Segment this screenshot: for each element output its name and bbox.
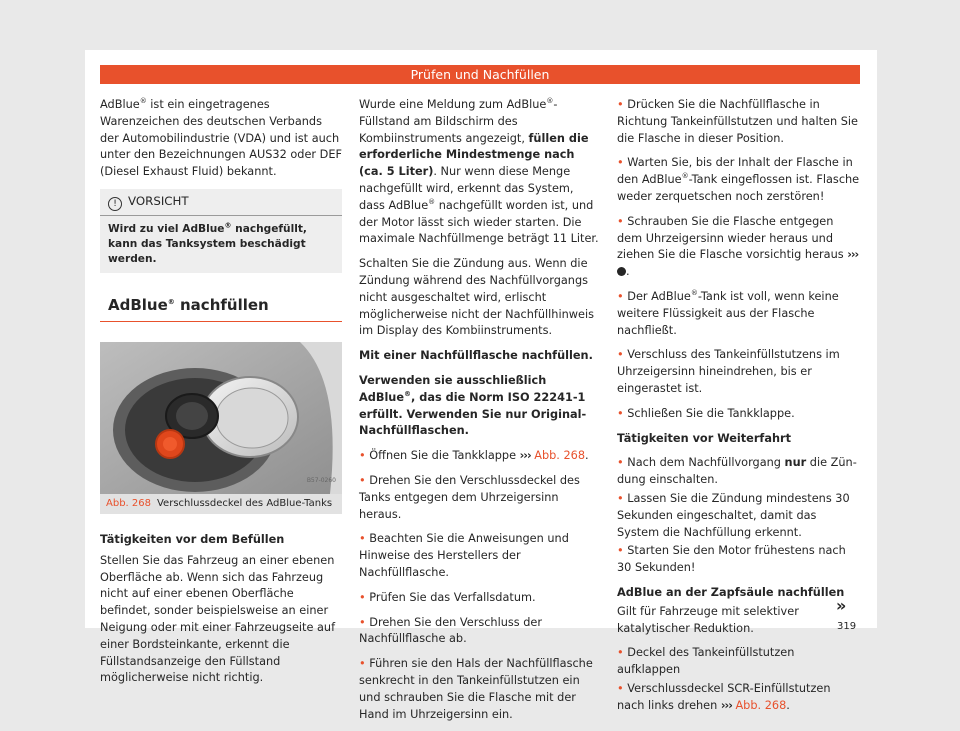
column-right (617, 97, 860, 723)
caution-header (100, 189, 342, 216)
list-item (617, 543, 860, 577)
list-item (359, 615, 602, 649)
emphasis-text: nur (784, 456, 807, 470)
registered-mark: ® (681, 172, 689, 181)
text: Schrauben Sie die Flasche entgegen dem Uhrzeigersinn wieder heraus und ziehen Sie die Flasche vorsichtig heraus (617, 214, 848, 262)
before-paragraph: Stellen Sie das Fahrzeug an einer ebenen Oberfläche ab. Wenn sich das Fahrzeug nicht auf einer ebenen Oberfläche befindet, sonder beispielsweise an einer Neigung oder mit einer Fahrzeugseite auf einer Bordsteinkante, erkennt die Füllstandsanzeige den Füllstand möglicherweise nicht richtig. (100, 553, 336, 685)
list-item (617, 645, 860, 679)
caution-text-b: nachgefüllt, kann das Tanksystem beschädigt werden. (108, 222, 307, 265)
registered-mark: ® (224, 221, 232, 230)
text: -Tank ist voll, wenn keine weitere Flüssigkeit aus der Flasche nachfließt. (617, 289, 839, 337)
text: Verschluss des Tankeinfüllstutzens im Uhrzeigersinn hineindrehen, bis er eingerastet ist. (617, 348, 840, 395)
text: Verschlussdeckel SCR-Einfüllstutzen nach links drehen (617, 681, 831, 712)
text: , das die Norm ISO 22241-1 erfüllt. Verwenden Sie nur Original-Nachfüllflaschen. (359, 390, 587, 438)
pump-paragraph: Gilt für Fahrzeuge mit selektiver katalytischer Reduktion. (617, 604, 799, 635)
registered-mark: ® (428, 198, 436, 207)
registered-mark: ® (139, 97, 147, 106)
bullet-icon: • (359, 532, 366, 546)
cross-reference-icon: ››› (847, 248, 859, 262)
text: Starten Sie den Motor frühestens nach 30 Sekunden! (617, 544, 846, 575)
list-item (617, 97, 860, 147)
bullet-icon: • (617, 456, 624, 470)
list-item (617, 681, 860, 715)
text: -Tank eingeflossen ist. Flasche weder zerquetschen noch zerstören! (617, 173, 860, 203)
registered-mark: ® (546, 97, 554, 106)
heading-after: Tätigkeiten vor Weiterfahrt (617, 431, 791, 445)
section-title (100, 295, 342, 322)
text: Schließen Sie die Tankklappe. (627, 406, 795, 420)
bullet-icon: • (617, 406, 624, 420)
caution-text-a: Wird zu viel AdBlue (108, 222, 225, 235)
caution-box (100, 189, 342, 273)
figure-caption (100, 494, 342, 514)
registered-mark: ® (167, 297, 175, 306)
text: die Zündung einschalten. (617, 456, 857, 487)
warning-reference-icon[interactable] (617, 267, 626, 276)
text: Warten Sie, bis der Inhalt der Flasche in den AdBlue (617, 156, 853, 187)
column-middle (359, 97, 602, 731)
min-quantity-text: füllen die erforderliche Mindestmenge nach (ca. 5 Liter) (359, 131, 589, 179)
list-item (617, 155, 860, 205)
registered-mark: ® (690, 289, 698, 298)
list-item (359, 473, 602, 523)
caution-text (100, 216, 342, 267)
list-item (617, 214, 860, 281)
list-item (617, 289, 860, 339)
cross-reference-icon: ››› (720, 698, 732, 712)
heading-refill-bottle: Mit einer Nachfüllflasche nachfüllen. (359, 349, 593, 363)
list-item (359, 531, 602, 581)
caption-text: Verschlussdeckel des AdBlue-Tanks (156, 497, 333, 509)
bullet-icon: • (617, 156, 624, 170)
text: Öffnen Sie die Tankklappe (369, 449, 520, 463)
list-item (617, 455, 860, 489)
text: -Füllstand am Bildschirm des Kombiinstruments angezeigt, (359, 98, 558, 145)
text: . (585, 449, 589, 463)
list-item (359, 656, 602, 723)
cross-reference-icon: ››› (519, 449, 531, 463)
bullet-icon: • (617, 646, 624, 660)
bullet-icon: • (359, 473, 366, 487)
bullet-icon: • (359, 590, 366, 604)
registered-mark: ® (404, 389, 412, 398)
section-title-a: AdBlue (108, 295, 168, 314)
bullet-icon: • (617, 681, 624, 695)
text: Der AdBlue (627, 289, 691, 303)
fuel-filler-illustration (100, 342, 342, 494)
text: Wurde eine Meldung zum AdBlue (359, 98, 547, 111)
caption-label: Abb. 268 (106, 497, 151, 509)
intro-text-a: AdBlue (100, 98, 140, 111)
figure-adblue-cap (100, 342, 342, 494)
text: Führen sie den Hals der Nachfüllflasche senkrecht in den Tankeinfüllstutzen ein und schrauben Sie die Flasche mit der Hand im Uhrzeigersinn ein. (359, 657, 593, 721)
text: Beachten Sie die Anweisungen und Hinweise des Herstellers der Nachfüllflasche. (359, 532, 569, 579)
bullet-icon: • (617, 289, 624, 303)
section-title-b: nachfüllen (174, 295, 269, 314)
text: Drehen Sie den Verschlussdeckel des Tanks entgegen dem Uhrzeigersinn heraus. (359, 473, 580, 521)
figure-link[interactable]: Abb. 268 (735, 698, 787, 712)
bullet-icon: • (617, 348, 624, 362)
bullet-icon: • (617, 544, 624, 558)
bullet-icon: • (617, 491, 624, 505)
warning-icon: ! (108, 197, 122, 211)
level-message-paragraph (359, 97, 602, 248)
page-header (100, 65, 860, 84)
figure-code: B57-0260 (306, 477, 336, 485)
bullet-icon: • (359, 449, 366, 463)
text: Deckel des Tankeinfüllstutzen aufklappen (617, 646, 795, 677)
figure-link[interactable]: Abb. 268 (534, 449, 586, 463)
text: Prüfen Sie das Verfallsdatum. (369, 590, 536, 604)
text: Drücken Sie die Nachfüllflasche in Richtung Tankeinfüllstutzen und halten Sie die Flasche in dieser Position. (617, 98, 859, 145)
bullet-icon: • (617, 214, 624, 228)
bullet-icon: • (359, 615, 366, 629)
subheading-before: Tätigkeiten vor dem Befüllen (100, 532, 285, 546)
text: Nach dem Nachfüllvorgang (627, 456, 785, 470)
list-item (359, 590, 602, 607)
list-item (617, 406, 860, 423)
list-item (617, 347, 860, 397)
list-item (617, 491, 860, 541)
text: Verwenden sie ausschließlich AdBlue (359, 373, 547, 404)
heading-use-only (359, 373, 602, 440)
text: Lassen Sie die Zündung mindestens 30 Sekunden eingeschaltet, damit das System die Nachfüllung erkennt. (617, 491, 850, 539)
text: Drehen Sie den Verschluss der Nachfüllflasche ab. (359, 615, 543, 646)
page-number: 319 (837, 621, 857, 632)
page-header-title: Prüfen und Nachfüllen (410, 67, 550, 82)
heading-pump: AdBlue an der Zapfsäule nachfüllen (617, 585, 845, 599)
continue-arrow-icon: » (836, 596, 847, 615)
text: . (786, 698, 790, 712)
intro-paragraph (100, 97, 342, 181)
column-left (100, 97, 342, 695)
list-item (359, 448, 602, 465)
caution-title: VORSICHT (128, 193, 189, 208)
bullet-icon: • (617, 98, 624, 111)
text: nachgefüllt worden ist, und der Motor lässt sich wieder starten. Die maximale Nachfüllmenge beträgt 11 Liter. (359, 198, 599, 246)
text: . (626, 265, 630, 279)
intro-text-b: ist ein eingetragenes Warenzeichen des deutschen Verbands der Automobilindustrie (VDA) und ist auch unter den Bezeichnungen AUS32 oder DEF (Diesel Exhaust Fluid) bekannt. (100, 98, 342, 179)
bullet-icon: • (359, 657, 366, 671)
text: . Nur wenn diese Menge nachgefüllt wird, erkennt das System, dass AdBlue (359, 165, 574, 212)
ignition-paragraph: Schalten Sie die Zündung aus. Wenn die Zündung während des Nachfüllvorgangs nicht ausgeschaltet wird, erlischt möglicherweise nicht der Nachfüllhinweis im Display des Kombiinstruments. (359, 257, 594, 338)
